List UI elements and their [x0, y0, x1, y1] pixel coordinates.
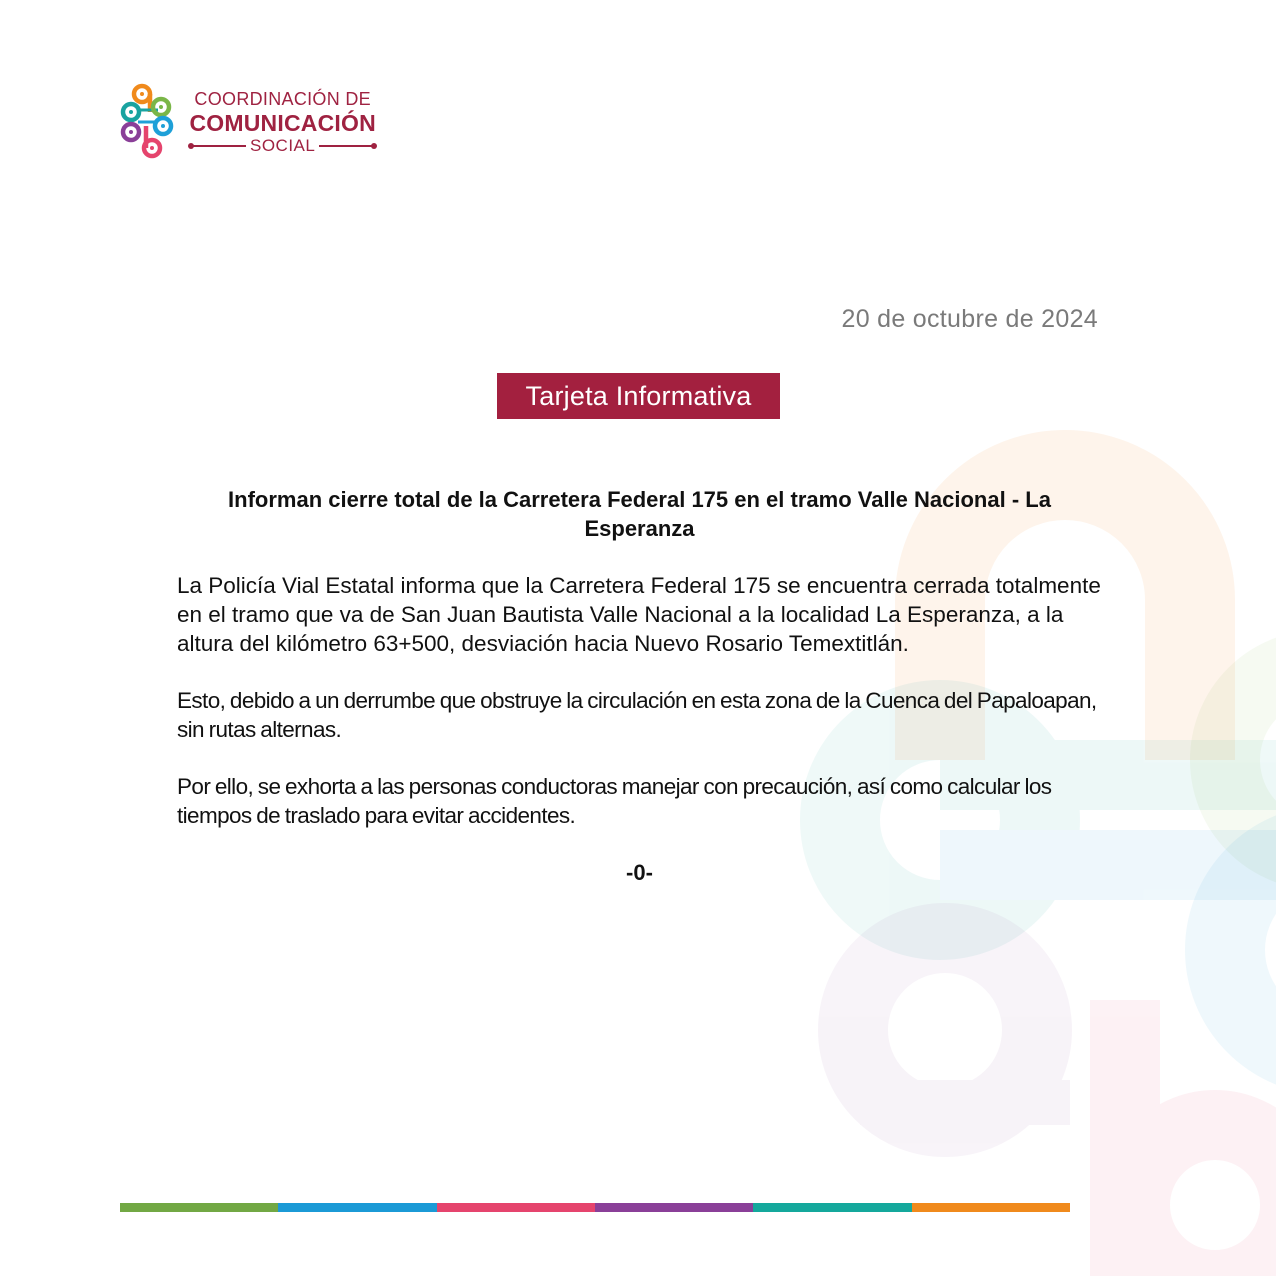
footer-color-bar: [120, 1203, 1070, 1212]
color-bar-segment: [595, 1203, 753, 1212]
document-body: [177, 485, 1102, 887]
headline: Informan cierre total de la Carretera Federal 175 en el tramo Valle Nacional - La Esperanza: [228, 487, 1051, 541]
logo-line-social-text: SOCIAL: [250, 136, 316, 155]
document-type-badge: Tarjeta Informativa: [497, 373, 780, 419]
logo-line-comunicacion: COMUNICACIÓN: [189, 110, 376, 136]
color-bar-segment: [753, 1203, 911, 1212]
brand-logo: [118, 82, 379, 162]
logo-wordmark: [186, 88, 379, 156]
logo-line-coordinacion: COORDINACIÓN DE: [194, 89, 371, 109]
knot-logo-icon: [118, 82, 178, 162]
color-bar-segment: [912, 1203, 1070, 1212]
document-date: 20 de octubre de 2024: [841, 305, 1098, 333]
paragraph: Esto, debido a un derrumbe que obstruye la circulación en esta zona de la Cuenca del Papaloapan, sin rutas alternas.: [177, 688, 1097, 742]
color-bar-segment: [437, 1203, 595, 1212]
color-bar-segment: [278, 1203, 436, 1212]
logo-line-social: [186, 136, 379, 156]
divider: [190, 145, 246, 147]
divider: [319, 145, 375, 147]
paragraph: La Policía Vial Estatal informa que la Carretera Federal 175 se encuentra cerrada totalmente en el tramo que va de San Juan Bautista Valle Nacional a la localidad La Esperanza, a la altura del kilómetro 63+500, desviación hacia Nuevo Rosario Temextitlán.: [177, 573, 1101, 656]
color-bar-segment: [120, 1203, 278, 1212]
paragraph: Por ello, se exhorta a las personas conductoras manejar con precaución, así como calcular los tiempos de traslado para evitar accidentes.: [177, 774, 1052, 828]
end-mark: -0-: [626, 860, 653, 885]
